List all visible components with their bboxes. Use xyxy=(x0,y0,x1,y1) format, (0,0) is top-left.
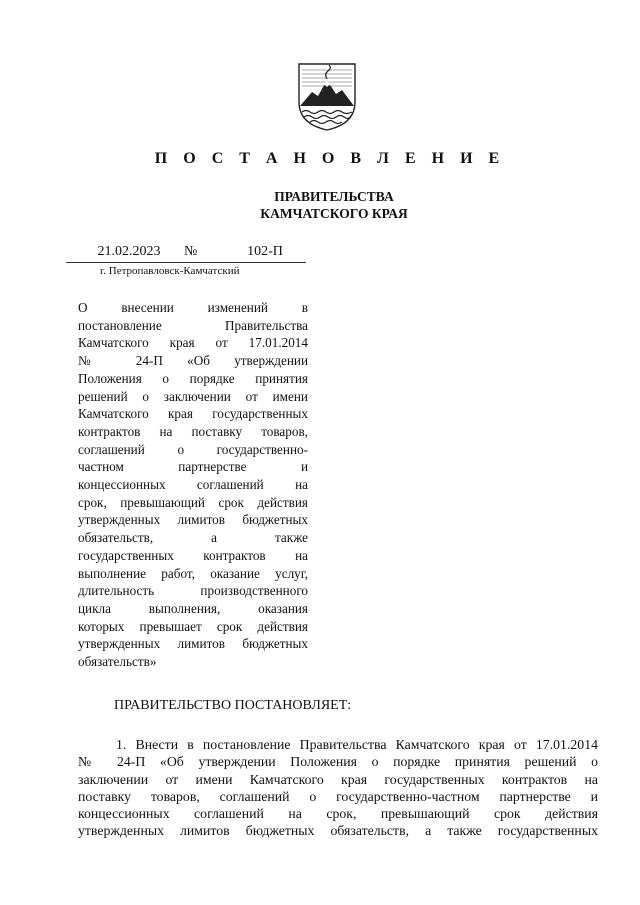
subject-line: утвержденных лимитов бюджетных xyxy=(78,636,308,652)
kamchatka-coat-of-arms-icon xyxy=(296,62,358,132)
document-type-title: П О С Т А Н О В Л Е Н И Е xyxy=(154,150,506,167)
number-sign: № xyxy=(184,244,198,259)
subject-line: цикла выполнения, оказания xyxy=(78,600,308,616)
subject-line: № 24-П «Об утверждении xyxy=(78,353,308,369)
date-underline xyxy=(66,262,176,263)
number-underline xyxy=(176,262,306,263)
body-line: утвержденных лимитов бюджетных обязательств, а также государственных xyxy=(78,823,598,839)
subject-line: концессионных соглашений на xyxy=(78,477,308,493)
subject-line: Камчатского края от 17.01.2014 xyxy=(78,335,308,351)
subject-line: обязательств, а также xyxy=(78,530,308,546)
body-line: концессионных соглашений на срок, превышающий срок действия xyxy=(78,806,598,822)
subject-line: длительность производственного xyxy=(78,583,308,599)
document-subject xyxy=(78,299,308,671)
subject-line: утвержденных лимитов бюджетных xyxy=(78,512,308,528)
subject-line: соглашений о государственно- xyxy=(78,441,308,457)
decree-phrase: ПРАВИТЕЛЬСТВО ПОСТАНОВЛЯЕТ: xyxy=(114,698,352,713)
document-body xyxy=(78,736,598,840)
subject-line: О внесении изменений в xyxy=(78,300,308,315)
document-number: 102-П xyxy=(247,244,283,259)
subject-line: срок, превышающий срок действия xyxy=(78,494,308,510)
body-line: поставку товаров, соглашений о государственно-частном партнерстве и xyxy=(78,788,598,804)
subject-line: контрактов на поставку товаров, xyxy=(78,423,308,439)
subject-line: решений о заключении от имени xyxy=(78,388,308,404)
body-line: № 24-П «Об утверждении Положения о порядке принятия решений о xyxy=(78,754,598,770)
subject-line: частном партнерстве и xyxy=(78,459,308,475)
issuer-line-1: ПРАВИТЕЛЬСТВА xyxy=(274,189,394,204)
body-line: 1. Внести в постановление Правительства Камчатского края от 17.01.2014 xyxy=(116,737,598,752)
issuer-title xyxy=(0,188,640,222)
subject-line: которых превышает срок действия xyxy=(78,618,308,634)
subject-line: выполнение работ, оказание услуг, xyxy=(78,565,308,581)
body-line: заключении от имени Камчатского края государственных контрактов на xyxy=(78,771,598,787)
subject-line: Камчатского края государственных xyxy=(78,406,308,422)
subject-line: государственных контрактов на xyxy=(78,547,308,563)
issuer-line-2: КАМЧАТСКОГО КРАЯ xyxy=(260,206,408,221)
subject-line: постановление Правительства xyxy=(78,317,308,333)
document-date: 21.02.2023 xyxy=(97,244,161,259)
subject-line: обязательств» xyxy=(78,654,157,670)
issue-city: г. Петропавловск-Камчатский xyxy=(100,265,240,277)
subject-line: Положения о порядке принятия xyxy=(78,370,308,386)
